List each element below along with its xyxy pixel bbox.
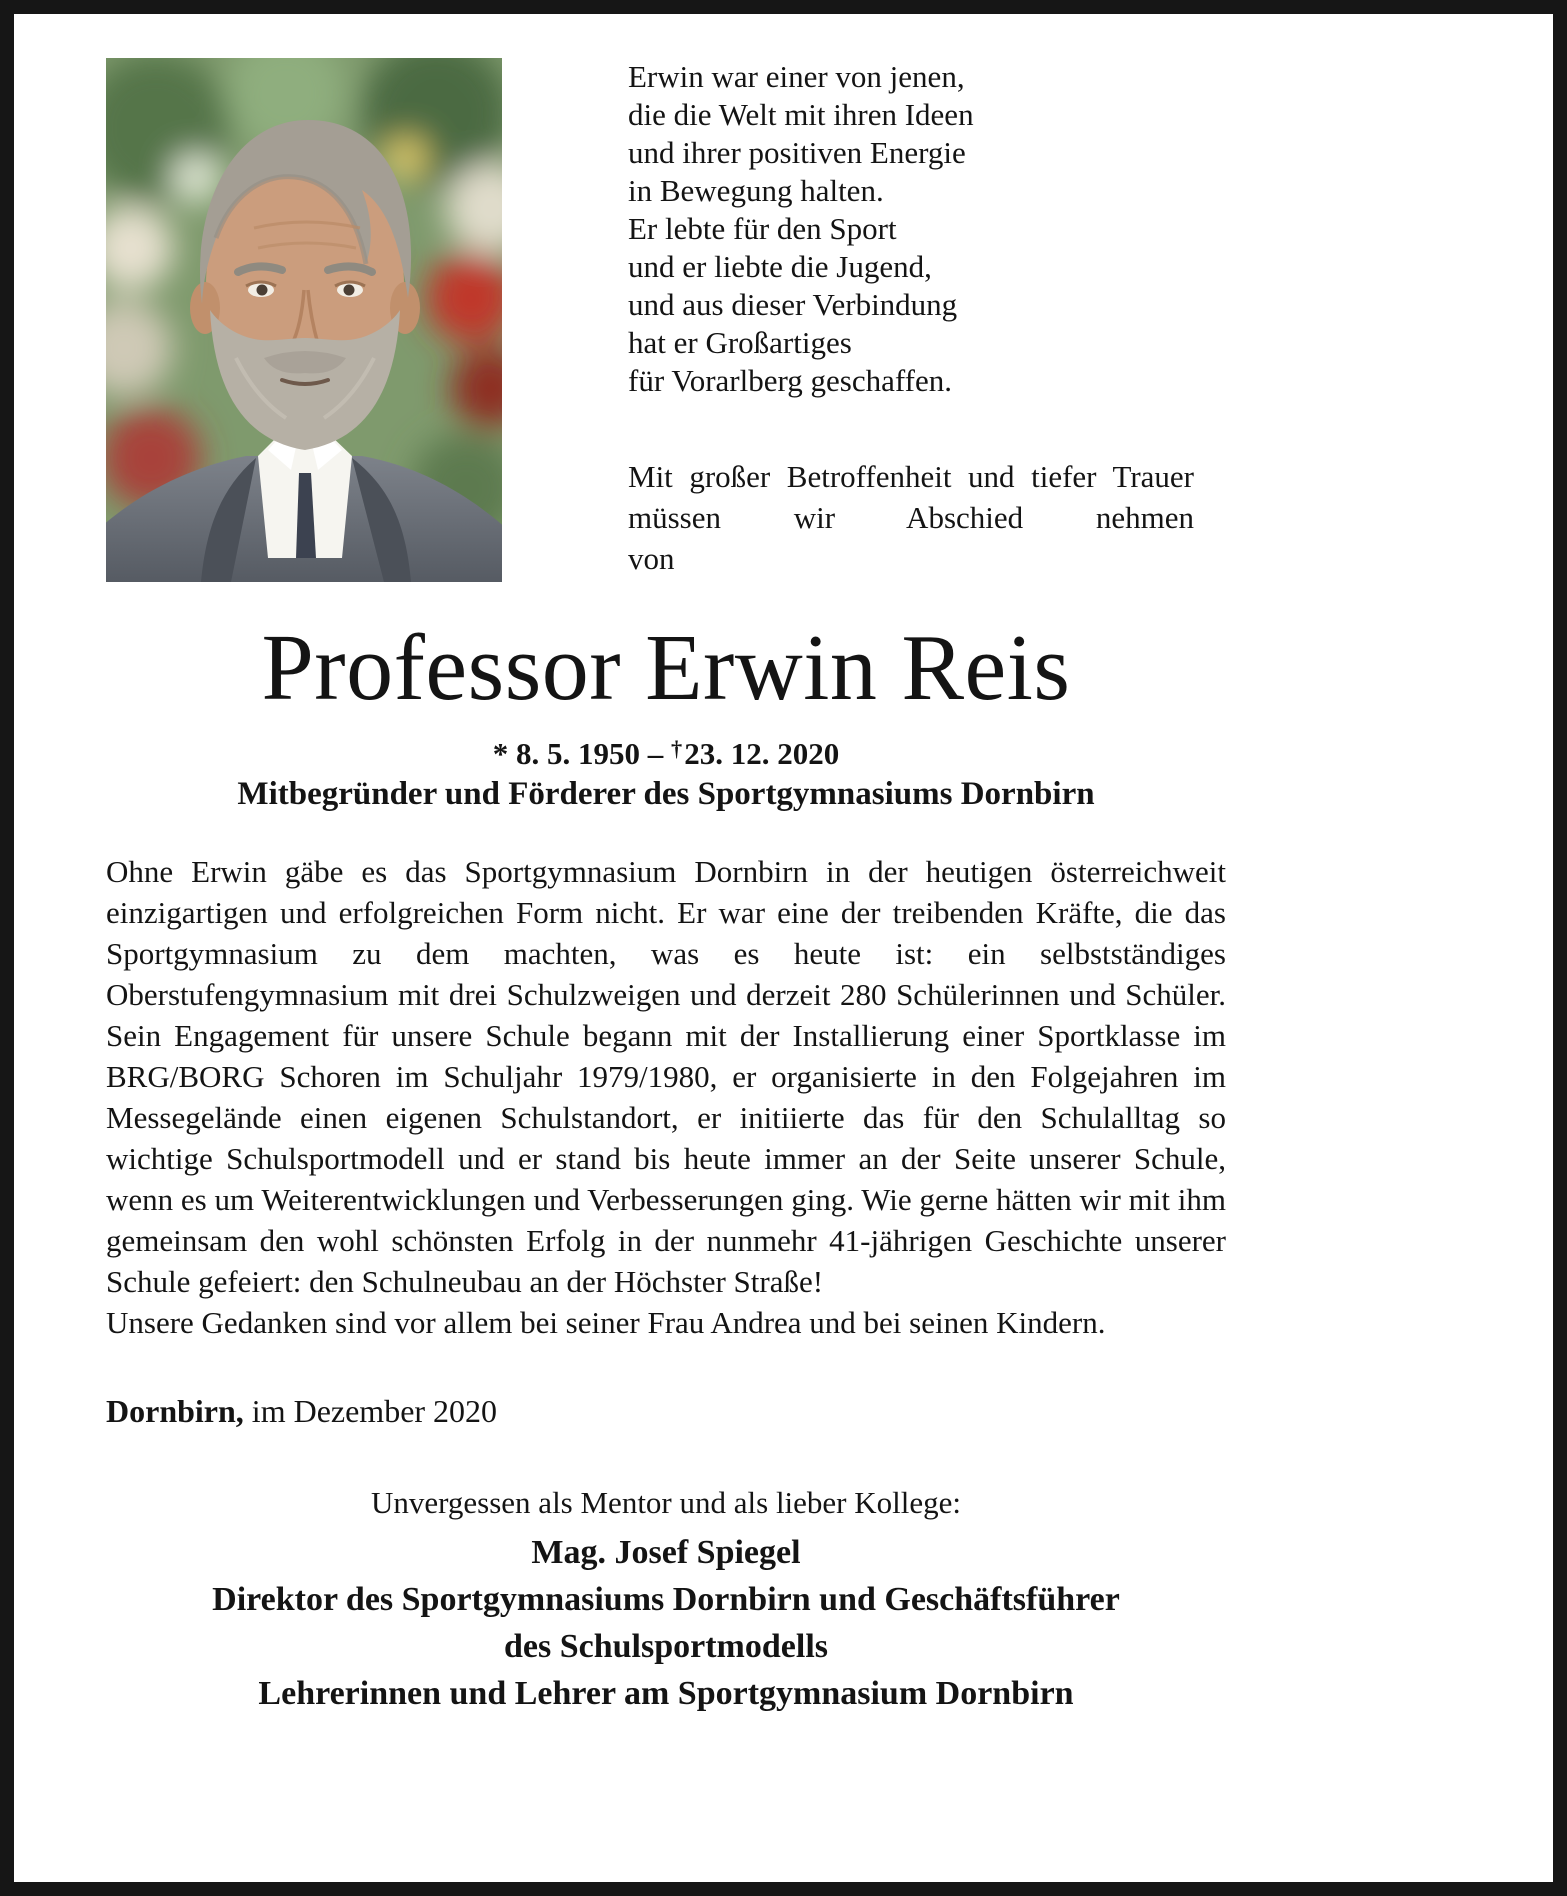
dateline-place: Dornbirn,	[106, 1392, 244, 1429]
portrait-photo	[106, 58, 502, 582]
announcement-intro	[628, 456, 1194, 579]
signatory-group: Lehrerinnen und Lehrer am Sportgymnasium Dornbirn	[258, 1674, 1074, 1712]
signatory-name: Mag. Josef Spiegel	[531, 1533, 801, 1571]
obituary-body	[106, 851, 1226, 1343]
birth-date: * 8. 5. 1950 –	[492, 735, 664, 771]
quote-line: in Bewegung halten.	[628, 173, 884, 208]
footer-intro: Unvergessen als Mentor und als lieber Kollege:	[371, 1484, 961, 1520]
death-date: 23. 12. 2020	[684, 735, 840, 771]
announcement-intro-text: Mit großer Betroffenheit und tiefer Trauer müssen wir Abschied nehmen	[628, 459, 1194, 535]
life-dates	[106, 730, 1226, 773]
obituary-paragraph: Ohne Erwin gäbe es das Sportgymnasium Dornbirn in der heutigen österreichweit einzigartigen und erfolgreichen Form nicht. Er war eine der treibenden Kräfte, die das Sportgymnasium zu dem machten, was es heute ist: ein selbstständiges Oberstufengymnasium mit drei Schulzweigen und derzeit 280 Schülerinnen und Schüler. Sein Engagement für unsere Schule begann mit der Installierung einer Sportklasse im BRG/BORG Schoren im Schuljahr 1979/1980, er organisierte in den Folgejahren im Messegelände einen eigenen Schulstandort, er initiierte das für den Schulalltag so wichtige Schulsportmodell und er stand bis heute immer an der Seite unserer Schule, wenn es um Weiterentwicklungen und Verbesserungen ging. Wie gerne hätten wir mit ihm gemeinsam den wohl schönsten Erfolg in der nunmehr 41-jährigen Geschichte unserer Schule gefeiert: den Schulneubau an der Höchster Straße!	[106, 853, 1226, 1299]
dagger-icon: †	[671, 736, 683, 761]
announcement-intro-tail: von	[628, 541, 675, 576]
portrait-illustration	[106, 58, 502, 582]
top-section	[106, 58, 1226, 582]
quote-line: und ihrer positiven Energie	[628, 135, 966, 170]
memorial-quote	[628, 58, 1194, 400]
quote-line: und aus dieser Verbindung	[628, 287, 958, 322]
quote-line: Er lebte für den Sport	[628, 211, 897, 246]
deceased-name: Professor Erwin Reis	[261, 616, 1071, 720]
signatory-role: Direktor des Sportgymnasiums Dornbirn und Geschäftsführer	[212, 1580, 1120, 1618]
closing-paragraph: Unsere Gedanken sind vor allem bei seiner Frau Andrea und bei seinen Kindern.	[106, 1304, 1106, 1340]
signatories	[106, 1529, 1226, 1717]
quote-line: Erwin war einer von jenen,	[628, 59, 965, 94]
quote-line: die die Welt mit ihren Ideen	[628, 97, 974, 132]
obituary-content	[106, 58, 1226, 1717]
deceased-role: Mitbegründer und Förderer des Sportgymnasiums Dornbirn	[237, 775, 1095, 812]
quote-line: für Vorarlberg geschaffen.	[628, 363, 952, 398]
footer	[106, 1483, 1226, 1717]
quote-line: hat er Großartiges	[628, 325, 852, 360]
dateline-date: im Dezember 2020	[251, 1392, 498, 1429]
dateline	[106, 1391, 1226, 1431]
quote-line: und er liebte die Jugend,	[628, 249, 932, 284]
right-column	[628, 58, 1194, 579]
signatory-role: des Schulsportmodells	[504, 1627, 828, 1665]
